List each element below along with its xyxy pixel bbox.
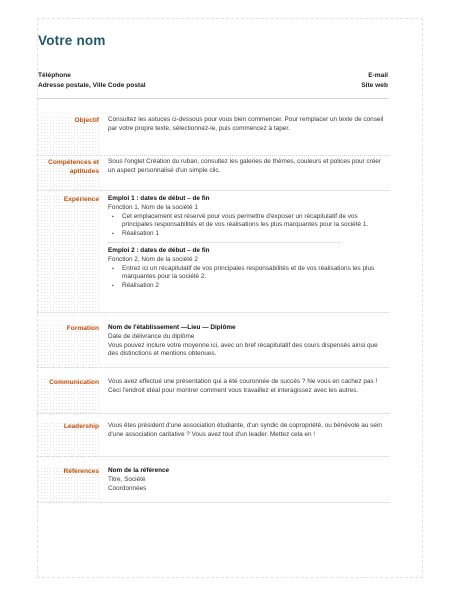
section-experience bbox=[37, 195, 389, 313]
skills-text[interactable]: Sous l'onglet Création du ruban, consultez les galeries de thèmes, couleurs et polices pour créer un aspect personnalisé d'un simple clic. bbox=[108, 158, 381, 174]
label-line-2: aptitudes bbox=[69, 168, 99, 175]
reference-title[interactable]: Titre, Société bbox=[108, 475, 146, 483]
objective-text[interactable]: Consultez les astuces ci-dessous pour vous bien commencer. Pour remplacer un texte de conseil par votre propre texte, sélectionnez-le, puis commencez à taper. bbox=[108, 116, 384, 132]
reference-name[interactable]: Nom de la référence bbox=[108, 467, 170, 474]
section-label-skills bbox=[37, 158, 101, 191]
leadership-text[interactable]: Vous êtes président d'une association étudiante, d'un syndic de copropriété, ou bénévole au sein d'une association caritative ? Vous avez tout d'un leader. Mettez cela en ! bbox=[108, 422, 382, 438]
job-bullet[interactable]: ▪ Réalisation 2 bbox=[122, 282, 388, 291]
address[interactable]: Adresse postale, Ville Code postal bbox=[38, 81, 146, 89]
section-skills bbox=[37, 158, 389, 191]
contact-right bbox=[361, 71, 388, 90]
section-label-education: Formation bbox=[37, 324, 101, 368]
section-divider bbox=[37, 312, 389, 313]
email[interactable]: E-mail bbox=[368, 72, 388, 79]
education-title[interactable]: Nom de l'établissement —Lieu — Diplôme bbox=[108, 324, 236, 331]
section-label-references: Références bbox=[37, 467, 101, 503]
education-body bbox=[108, 324, 388, 359]
section-label-communication: Communication bbox=[37, 378, 101, 414]
section-divider bbox=[37, 413, 389, 414]
resume-name[interactable]: Votre nom bbox=[38, 33, 106, 48]
section-communication bbox=[37, 378, 389, 414]
job-bullet[interactable]: ▪ Réalisation 1 bbox=[122, 230, 388, 239]
section-divider bbox=[37, 155, 389, 156]
section-label-experience: Expérience bbox=[37, 195, 101, 313]
section-label-objective: Objectif bbox=[37, 116, 101, 156]
phone[interactable]: Téléphone bbox=[38, 72, 71, 79]
contact-left bbox=[38, 71, 146, 90]
website[interactable]: Site web bbox=[361, 81, 388, 89]
job-title[interactable]: Emploi 2 : dates de début – de fin bbox=[108, 246, 210, 254]
job-bullet[interactable]: ▪ Entrez ici un récapitulatif de vos principales responsabilités et de vos réalisations les plus marquantes pour la société 2. bbox=[122, 265, 388, 283]
reference-contact[interactable]: Coordonnées bbox=[108, 484, 147, 492]
education-date[interactable]: Date de délivrance du diplôme bbox=[108, 332, 195, 340]
section-leadership bbox=[37, 422, 389, 457]
education-text[interactable]: Vous pouvez inclure votre moyenne ici, avec un bref récapitulatif des cours dispensés ainsi que des distinctions et mentions obtenues. bbox=[108, 341, 378, 358]
job-bullet[interactable]: ▪ Cet emplacement est réservé pour vous permettre d'exposer un récapitulatif de vos principales responsabilités et de vos réalisations les plus marquantes pour la société 1. bbox=[122, 213, 388, 231]
section-divider bbox=[37, 190, 389, 191]
section-divider bbox=[37, 367, 389, 368]
job-divider bbox=[108, 242, 340, 243]
header-divider bbox=[37, 98, 389, 99]
job-title[interactable]: Emploi 1 : dates de début – de fin bbox=[108, 195, 210, 202]
communication-text[interactable]: Vous avez effectué une présentation qui a été couronnée de succès ? Ne vous en cachez pas ! Ceci l'endroit idéal pour montrer comment vous travaillez et interagissez avec les autres. bbox=[108, 378, 378, 394]
section-divider bbox=[37, 502, 389, 503]
references-body bbox=[108, 467, 388, 493]
job-bullets bbox=[108, 213, 388, 239]
section-divider bbox=[37, 456, 389, 457]
section-education bbox=[37, 324, 389, 368]
section-references bbox=[37, 467, 389, 503]
job-subtitle[interactable]: Fonction 1, Nom de la société 1 bbox=[108, 203, 198, 211]
section-objective bbox=[37, 116, 389, 156]
job-bullets bbox=[108, 265, 388, 291]
experience-body bbox=[108, 195, 388, 291]
label-line-1: Compétences et bbox=[48, 159, 99, 166]
job-subtitle[interactable]: Fonction 2, Nom de la société 2 bbox=[108, 255, 198, 263]
section-label-leadership: Leadership bbox=[37, 422, 101, 457]
